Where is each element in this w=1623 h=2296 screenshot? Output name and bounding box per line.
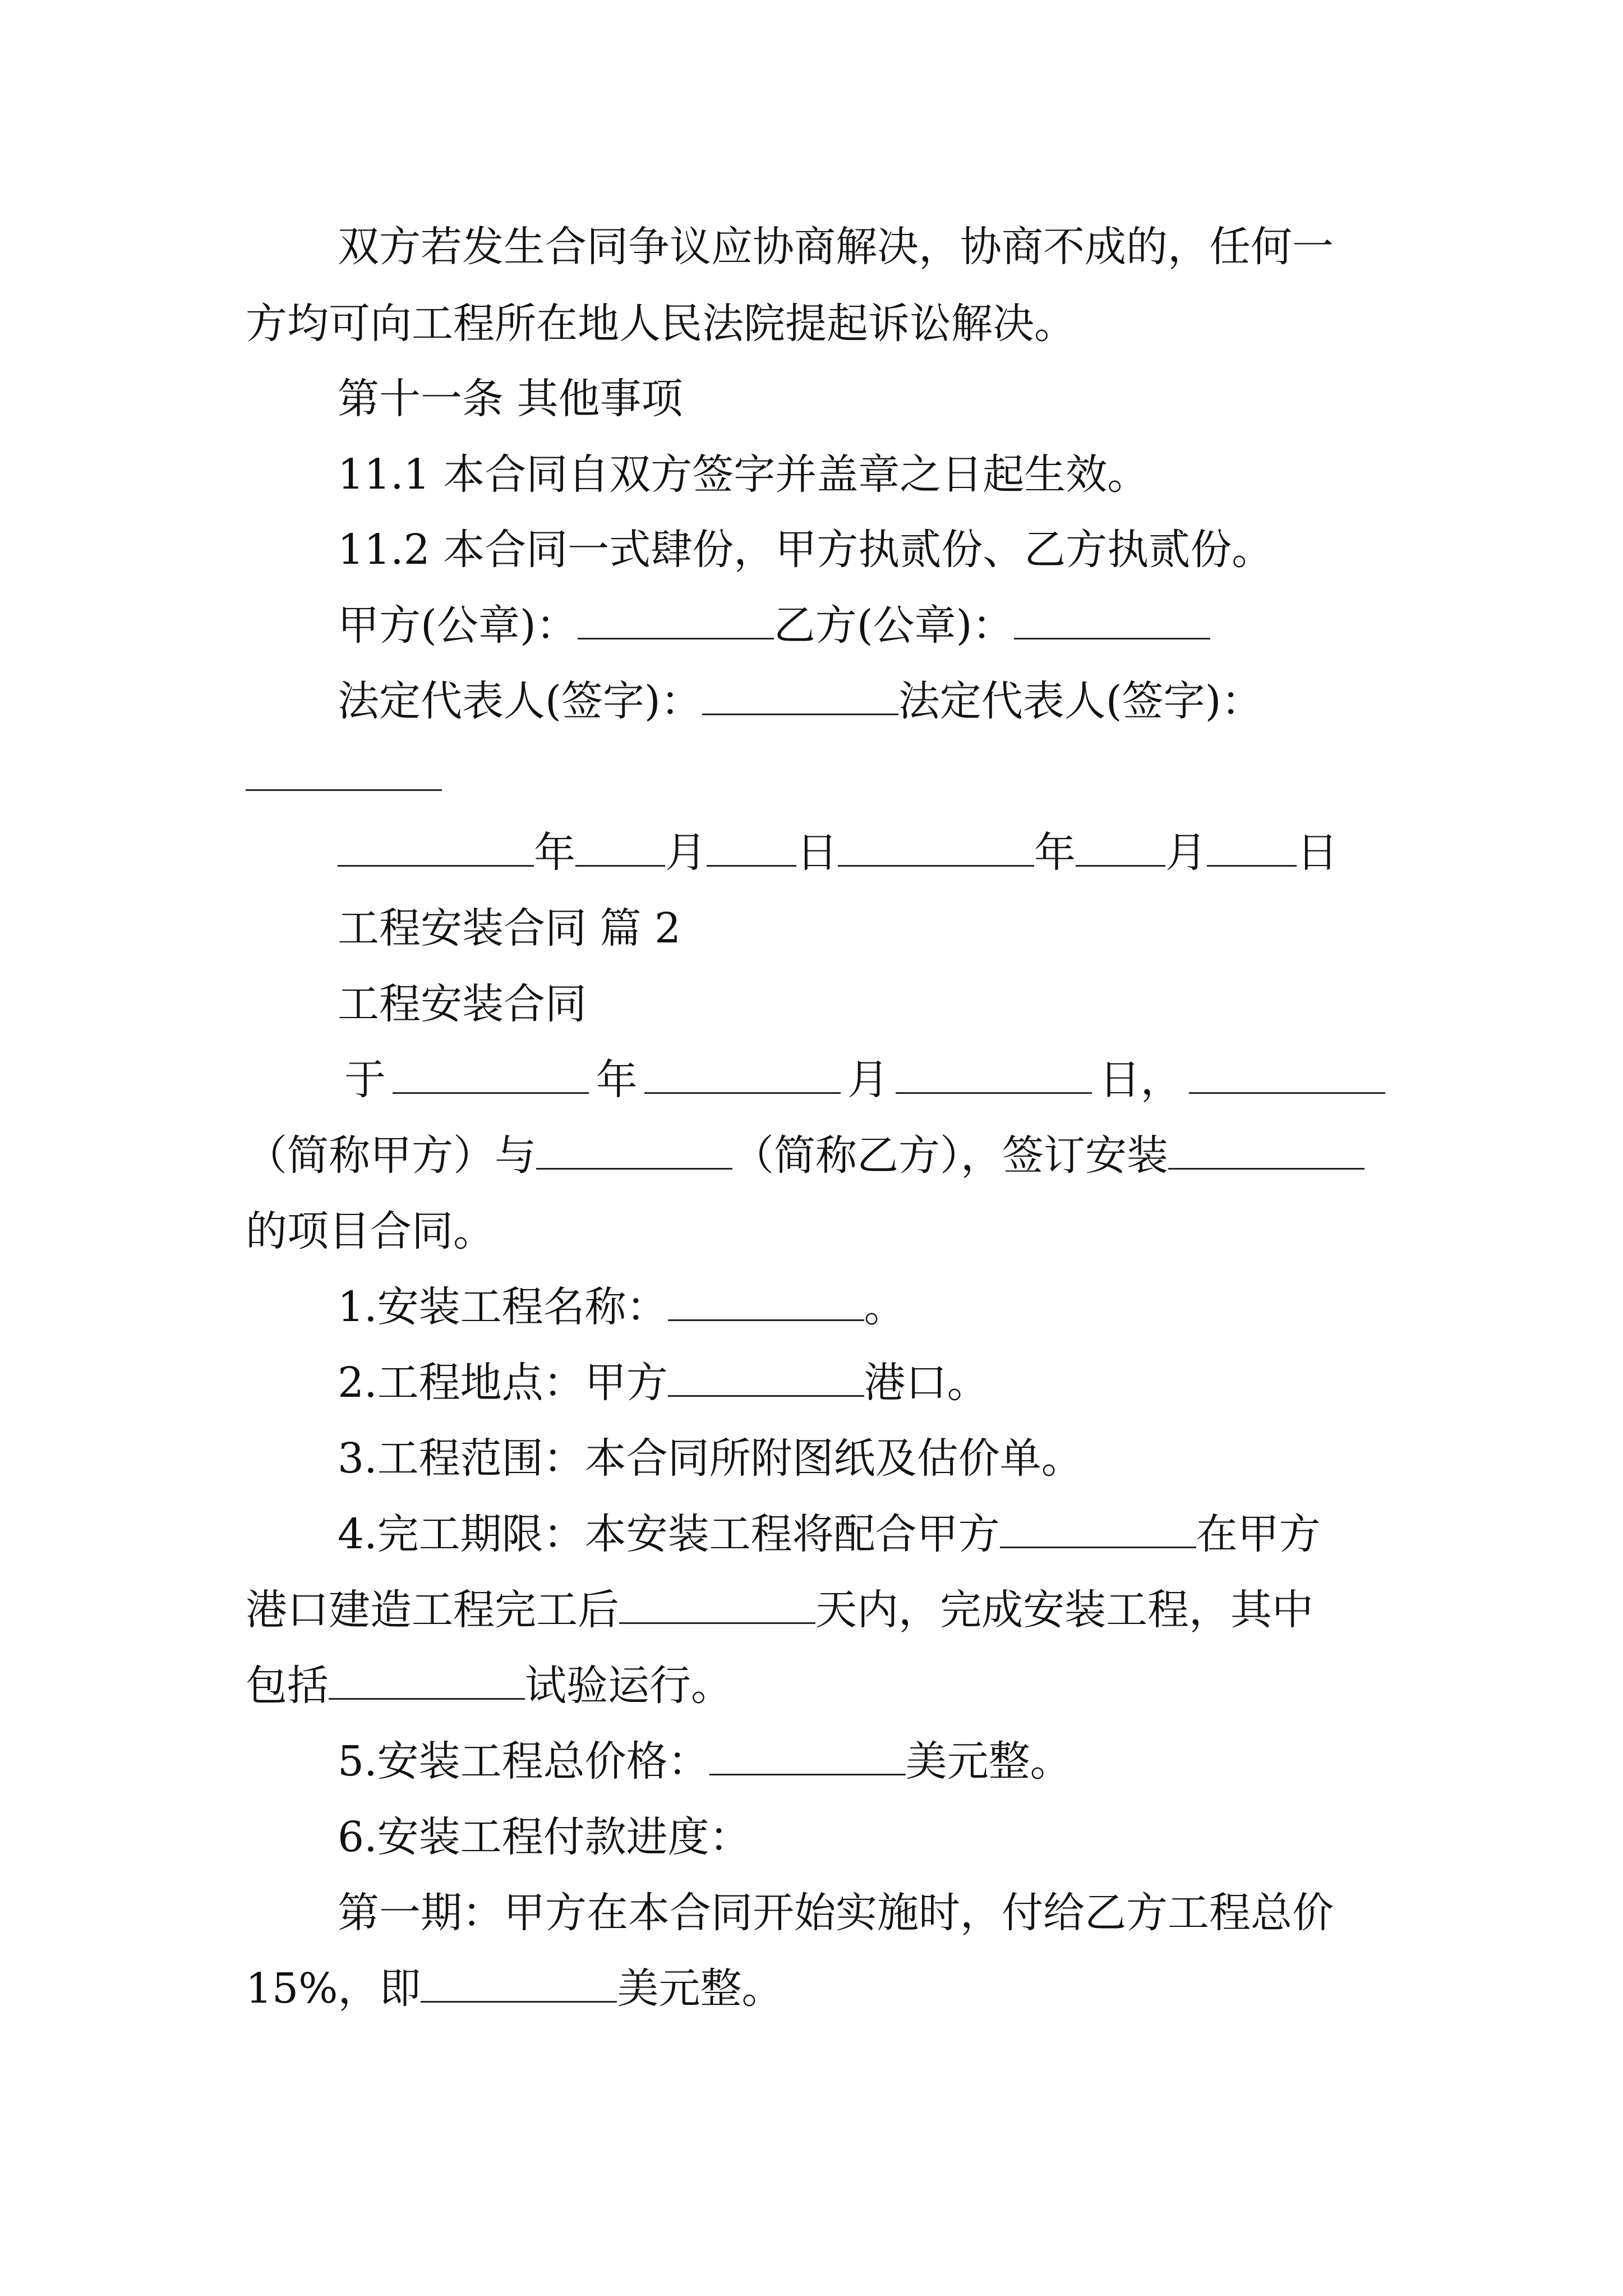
text-line: 3.工程范围：本合同所附图纸及估价单。 <box>338 1434 1083 1483</box>
signature-continuation <box>0 746 1623 808</box>
blank-field <box>1189 1059 1385 1094</box>
text-segment: 美元整。 <box>617 1964 783 2013</box>
blank-field <box>1000 1513 1196 1548</box>
party-b-rep-label: 法定代表人(签字)： <box>898 677 1263 725</box>
blank-field <box>668 1286 864 1321</box>
paragraph-line <box>0 293 1623 355</box>
text-segment: 港口。 <box>864 1359 989 1407</box>
blank-field <box>393 1059 589 1094</box>
clause-line <box>0 1276 1623 1338</box>
contract-intro-line <box>0 1049 1385 1111</box>
text-segment: 4.完工期限：本安装工程将配合甲方 <box>338 1510 1000 1558</box>
blank-field <box>1076 831 1165 867</box>
text-segment: 在甲方 <box>1196 1510 1321 1558</box>
blank-field <box>329 1664 525 1700</box>
text-segment: 日， <box>1099 1056 1182 1104</box>
day-label: 日 <box>796 829 838 877</box>
text-line: 6.安装工程付款进度： <box>338 1813 751 1861</box>
clause-line <box>0 1428 1623 1489</box>
clause-line <box>0 1503 1623 1565</box>
text-line: 双方若发生合同争议应协商解决，协商不成的，任何一 <box>338 223 1334 271</box>
text-segment: 月 <box>847 1056 889 1104</box>
blank-field <box>1168 1134 1364 1170</box>
blank-field <box>838 831 1034 867</box>
blank-field <box>578 604 774 639</box>
text-segment: 美元整。 <box>905 1737 1072 1786</box>
year-label: 年 <box>1034 829 1076 877</box>
text-segment: 天内，完成安装工程，其中 <box>815 1586 1313 1634</box>
blank-field <box>575 831 665 867</box>
date-line <box>0 822 1623 884</box>
seal-line <box>0 595 1623 656</box>
blank-field <box>536 1134 732 1170</box>
clause-line <box>0 444 1623 505</box>
month-label: 月 <box>1165 829 1207 877</box>
text-segment: 。 <box>864 1283 906 1331</box>
text-segment: 年 <box>596 1056 638 1104</box>
text-line: 第一期：甲方在本合同开始实施时，付给乙方工程总价 <box>338 1889 1334 1937</box>
clause-line <box>0 1806 1623 1868</box>
clause-line <box>0 1352 1623 1414</box>
section-title <box>0 898 1623 959</box>
blank-field <box>707 831 796 867</box>
text-segment: 2.工程地点：甲方 <box>338 1359 668 1407</box>
text-line: 工程安装合同 篇 2 <box>338 904 681 953</box>
text-line: 的项目合同。 <box>246 1207 495 1255</box>
blank-field <box>896 1059 1092 1094</box>
text-segment: 港口建造工程完工后 <box>246 1586 619 1634</box>
text-segment: （简称甲方）与 <box>246 1131 536 1180</box>
paragraph-line <box>0 216 1385 278</box>
clause-line <box>0 1655 1623 1717</box>
text-segment: 试验运行。 <box>525 1662 732 1710</box>
blank-field <box>644 1059 841 1094</box>
clause-line <box>0 1958 1623 2019</box>
month-label: 月 <box>665 829 707 877</box>
article-heading <box>0 368 1623 430</box>
blank-field <box>338 831 534 867</box>
clause-line <box>0 1579 1623 1641</box>
blank-field <box>421 1967 617 2003</box>
blank-field <box>1207 831 1297 867</box>
text-line: 11.1 本合同自双方签字并盖章之日起生效。 <box>338 450 1149 499</box>
year-label: 年 <box>534 829 575 877</box>
blank-field <box>709 1740 906 1775</box>
party-b-seal-label: 乙方(公章)： <box>773 601 1014 650</box>
text-segment: 包括 <box>246 1662 329 1710</box>
blank-field <box>619 1589 815 1624</box>
text-line: 方均可向工程所在地人民法院提起诉讼解决。 <box>246 300 1076 348</box>
party-a-seal-label: 甲方(公章)： <box>338 601 578 650</box>
text-segment: 1.安装工程名称： <box>338 1283 668 1331</box>
contract-intro-line <box>0 1125 1623 1186</box>
blank-field <box>246 756 442 791</box>
day-label: 日 <box>1297 829 1338 877</box>
clause-line <box>0 1882 1623 1944</box>
text-line: 第十一条 其他事项 <box>338 375 683 423</box>
text-line: 工程安装合同 <box>338 980 587 1028</box>
text-line: 11.2 本合同一式肆份，甲方执贰份、乙方执贰份。 <box>338 526 1274 574</box>
text-segment: 5.安装工程总价格： <box>338 1737 709 1786</box>
signature-line <box>0 670 1623 732</box>
blank-field <box>1014 604 1210 639</box>
text-segment: 15%，即 <box>246 1964 421 2013</box>
clause-line <box>0 519 1623 581</box>
text-segment: （简称乙方），签订安装 <box>732 1131 1168 1180</box>
clause-line <box>0 1731 1623 1792</box>
blank-field <box>702 680 898 715</box>
blank-field <box>668 1361 864 1397</box>
text-segment: 于 <box>344 1056 386 1104</box>
contract-intro-line <box>0 1200 1623 1262</box>
contract-title <box>0 973 1623 1035</box>
party-a-rep-label: 法定代表人(签字)： <box>338 677 702 725</box>
